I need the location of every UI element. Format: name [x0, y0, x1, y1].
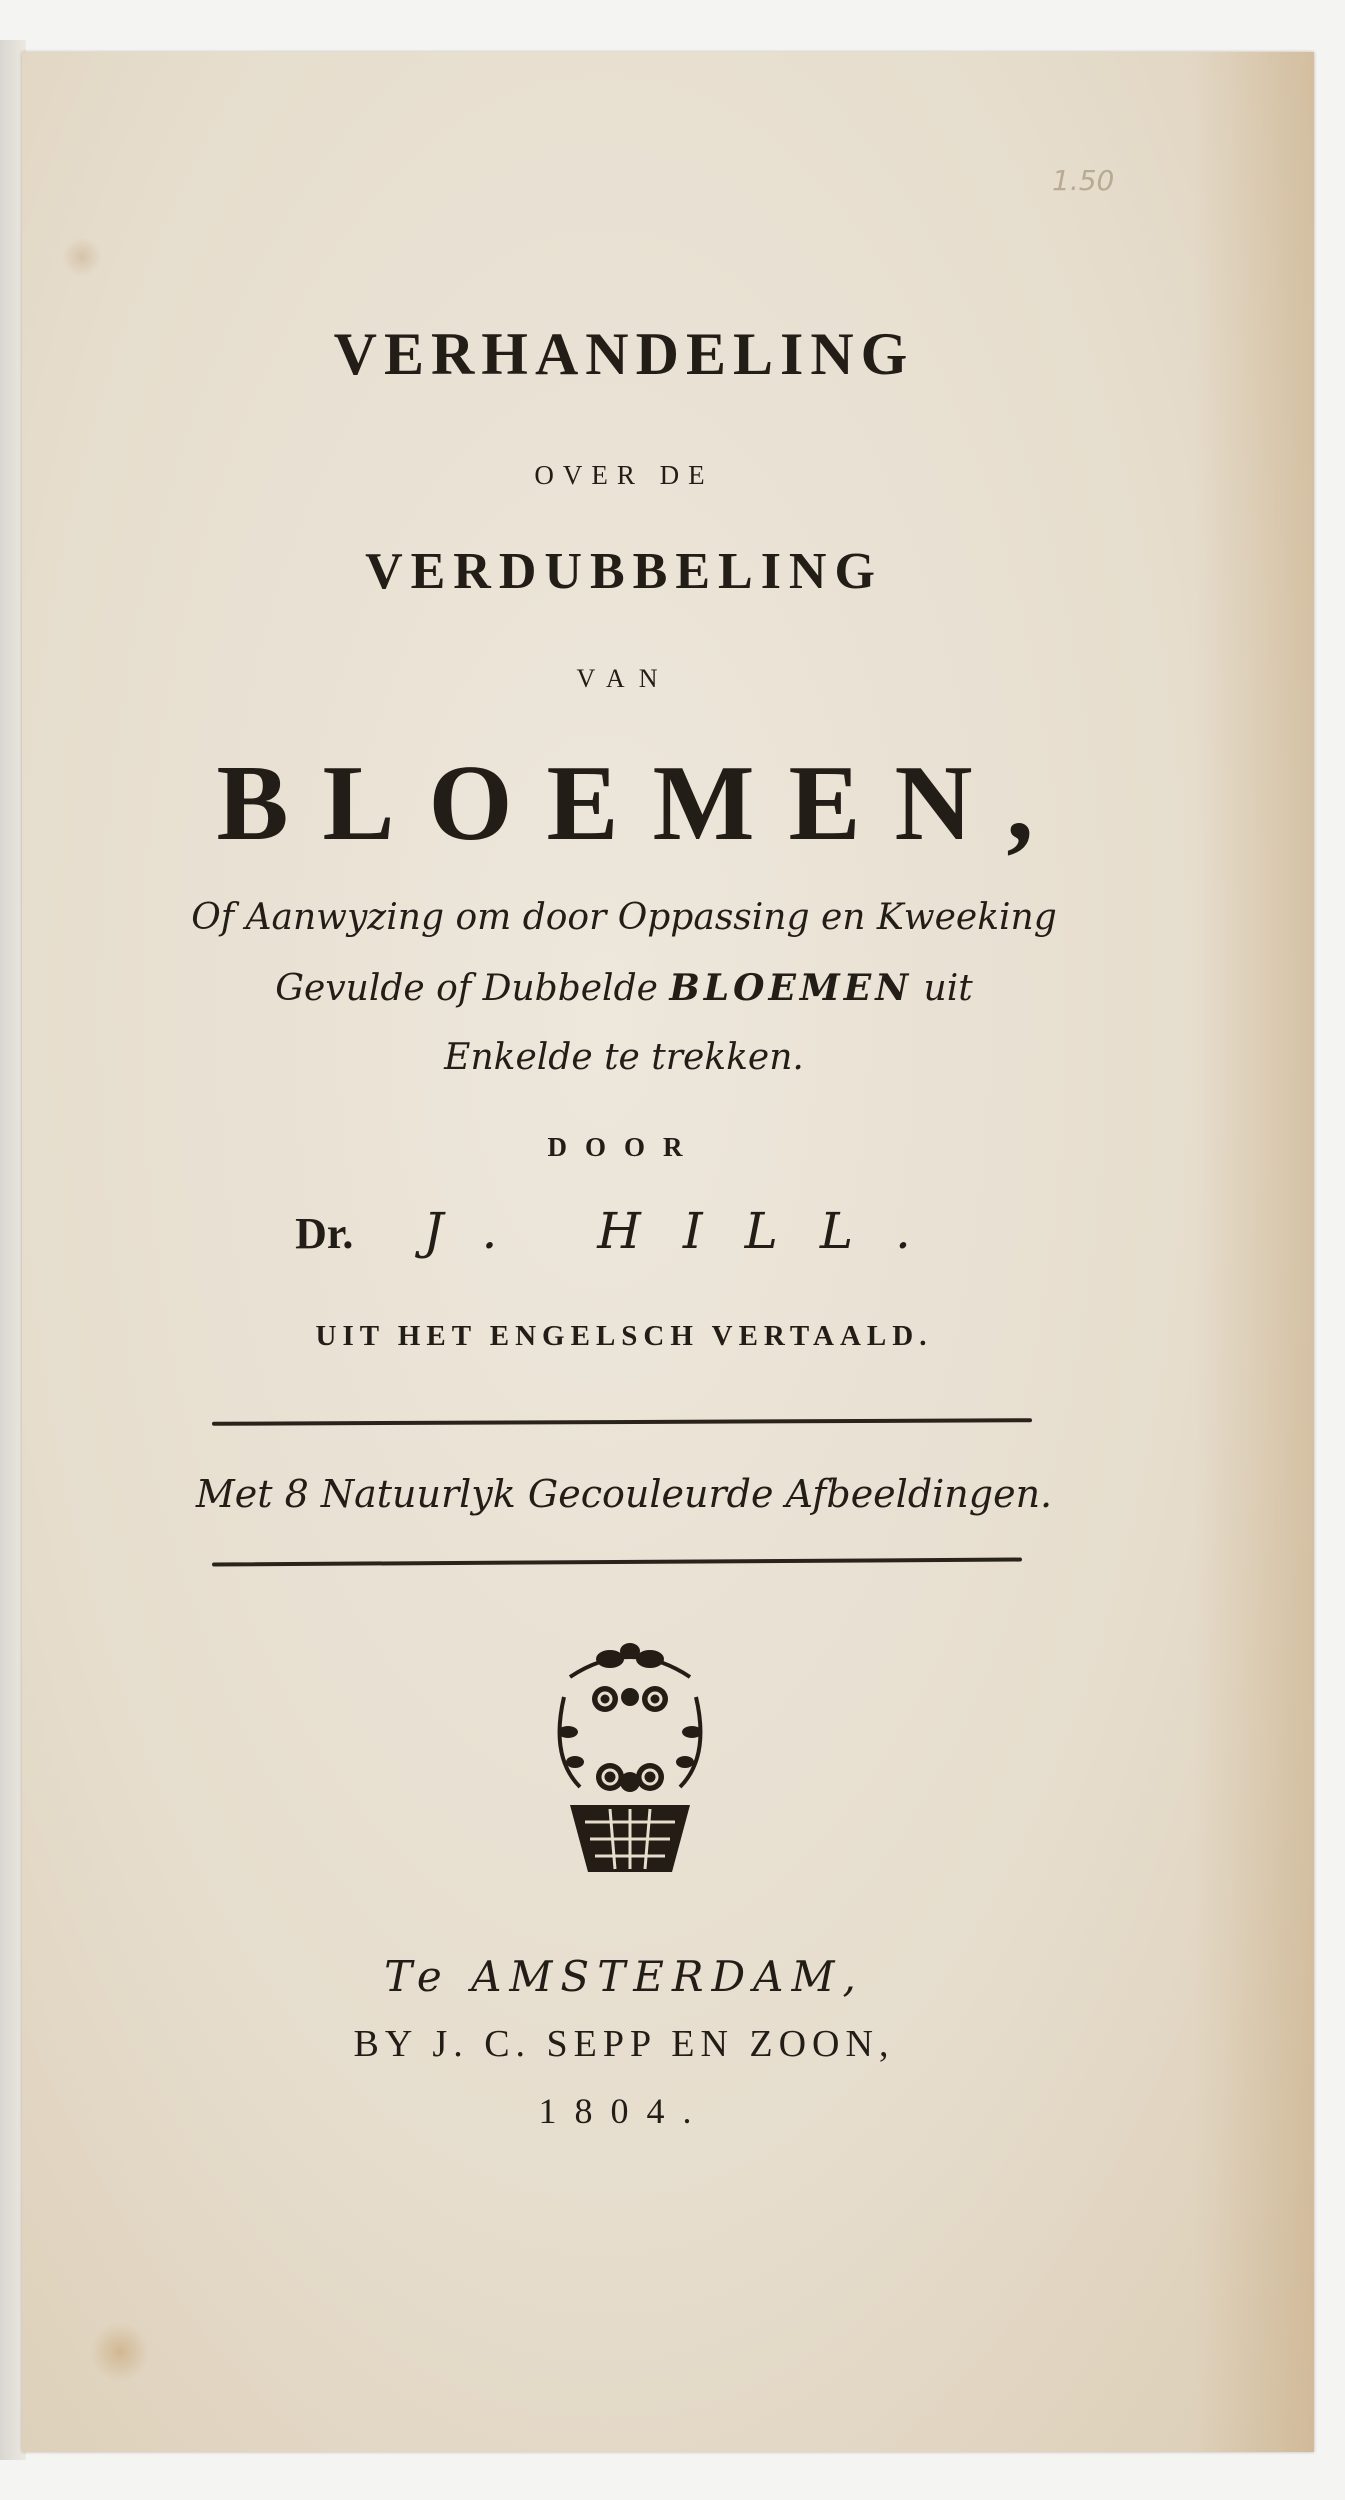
- illustrations-note: Met 8 Natuurlyk Gecouleurde Afbeeldingen.: [195, 1472, 1053, 1516]
- author-name: J. HILL.: [423, 1202, 953, 1260]
- author-line: [44, 1202, 1204, 1260]
- by-label: DOOR: [547, 1132, 701, 1162]
- foxing-stain: [90, 2322, 150, 2382]
- imprint-publisher: BY J. C. SEPP EN ZOON,: [353, 2023, 895, 2065]
- translation-note: UIT HET ENGELSCH VERTAALD.: [315, 1320, 933, 1352]
- subtitle-line-2: [44, 967, 1204, 1009]
- author-prefix: Dr.: [295, 1209, 354, 1258]
- title-line-2: OVER DE: [534, 460, 714, 490]
- foxing-stain: [62, 237, 102, 277]
- title-page: [22, 52, 1314, 2452]
- subtitle-line-2-pre: Gevulde of Dubbelde: [275, 968, 670, 1009]
- subtitle-line-1: Of Aanwyzing om door Oppassing en Kweeking: [191, 897, 1057, 938]
- main-title: BLOEMEN,: [216, 744, 1068, 863]
- imprint-year: 1804.: [538, 2091, 710, 2131]
- imprint-place: Te AMSTERDAM,: [384, 1952, 864, 2001]
- pencil-annotation: 1.50: [1052, 164, 1115, 197]
- flower-basket-ornament: [550, 1637, 710, 1887]
- subtitle-line-3: Enkelde te trekken.: [444, 1037, 804, 1078]
- rule-bottom: [212, 1558, 1022, 1567]
- title-line-4: VAN: [576, 664, 672, 693]
- subtitle-line-2-post: uit: [912, 968, 973, 1009]
- title-line-1: VERHANDELING: [333, 321, 915, 387]
- title-line-3: VERDUBBELING: [365, 543, 883, 600]
- rule-top: [212, 1418, 1032, 1426]
- subtitle-line-2-caps: BLOEMEN: [669, 967, 913, 1009]
